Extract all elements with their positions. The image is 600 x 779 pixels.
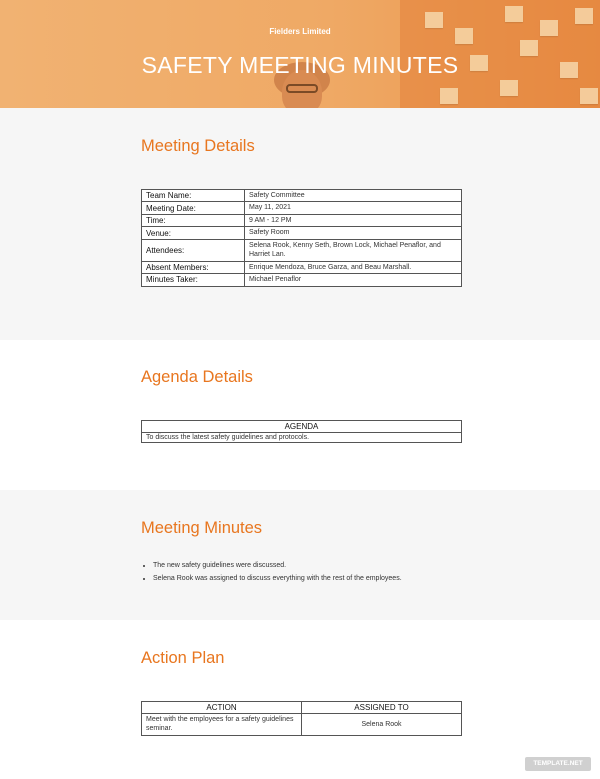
row-label: Meeting Date:	[142, 202, 245, 214]
action-plan-section	[0, 620, 600, 779]
agenda-details-heading: Agenda Details	[141, 368, 253, 386]
table-row	[142, 227, 462, 239]
agenda-item: To discuss the latest safety guidelines and protocols.	[142, 433, 462, 443]
meeting-minutes-heading: Meeting Minutes	[141, 519, 263, 537]
minutes-list	[153, 562, 402, 588]
table-row	[142, 261, 462, 273]
meeting-minutes-section	[0, 490, 600, 620]
row-value: Safety Committee	[245, 190, 462, 202]
row-value: 9 AM - 12 PM	[245, 214, 462, 226]
sticky-note	[505, 6, 523, 22]
table-header-row	[142, 421, 462, 433]
row-value: May 11, 2021	[245, 202, 462, 214]
action-column-header: ACTION	[142, 702, 302, 714]
table-row	[142, 433, 462, 443]
meeting-details-section	[0, 108, 600, 340]
row-label: Absent Members:	[142, 261, 245, 273]
table-row	[142, 239, 462, 261]
action-cell: Meet with the employees for a safety guidelines seminar.	[142, 714, 302, 736]
sticky-note	[575, 8, 593, 24]
company-name: Fielders Limited	[269, 27, 331, 36]
table-header-row	[142, 702, 462, 714]
assigned-cell: Selena Rook	[302, 714, 462, 736]
sticky-note	[440, 88, 458, 104]
template-net-logo[interactable]: TEMPLATE.NET	[525, 757, 591, 771]
sticky-note	[580, 88, 598, 104]
row-value: Enrique Mendoza, Bruce Garza, and Beau Marshall.	[245, 261, 462, 273]
meeting-details-table	[141, 189, 462, 287]
agenda-column-header: AGENDA	[142, 421, 462, 433]
row-label: Minutes Taker:	[142, 274, 245, 286]
row-label: Time:	[142, 214, 245, 226]
row-label: Venue:	[142, 227, 245, 239]
list-item: • The new safety guidelines were discussed.	[153, 562, 402, 569]
action-plan-table	[141, 701, 462, 736]
row-value: Safety Room	[245, 227, 462, 239]
sticky-note	[425, 12, 443, 28]
row-label: Attendees:	[142, 239, 245, 261]
row-value: Michael Penaflor	[245, 274, 462, 286]
table-row	[142, 214, 462, 226]
table-row	[142, 714, 462, 736]
row-value: Selena Rook, Kenny Seth, Brown Lock, Michael Penaflor, and Harriet Lan.	[245, 239, 462, 261]
header-banner	[0, 0, 600, 108]
agenda-table	[141, 420, 462, 443]
glasses-icon	[286, 84, 318, 93]
action-plan-heading: Action Plan	[141, 649, 225, 667]
list-item: • Selena Rook was assigned to discuss everything with the rest of the employees.	[153, 575, 402, 582]
meeting-details-heading: Meeting Details	[141, 137, 255, 155]
table-row	[142, 274, 462, 286]
sticky-note	[500, 80, 518, 96]
page-title: SAFETY MEETING MINUTES	[141, 52, 459, 78]
table-row	[142, 190, 462, 202]
table-row	[142, 202, 462, 214]
agenda-details-section	[0, 340, 600, 490]
assigned-column-header: ASSIGNED TO	[302, 702, 462, 714]
row-label: Team Name:	[142, 190, 245, 202]
